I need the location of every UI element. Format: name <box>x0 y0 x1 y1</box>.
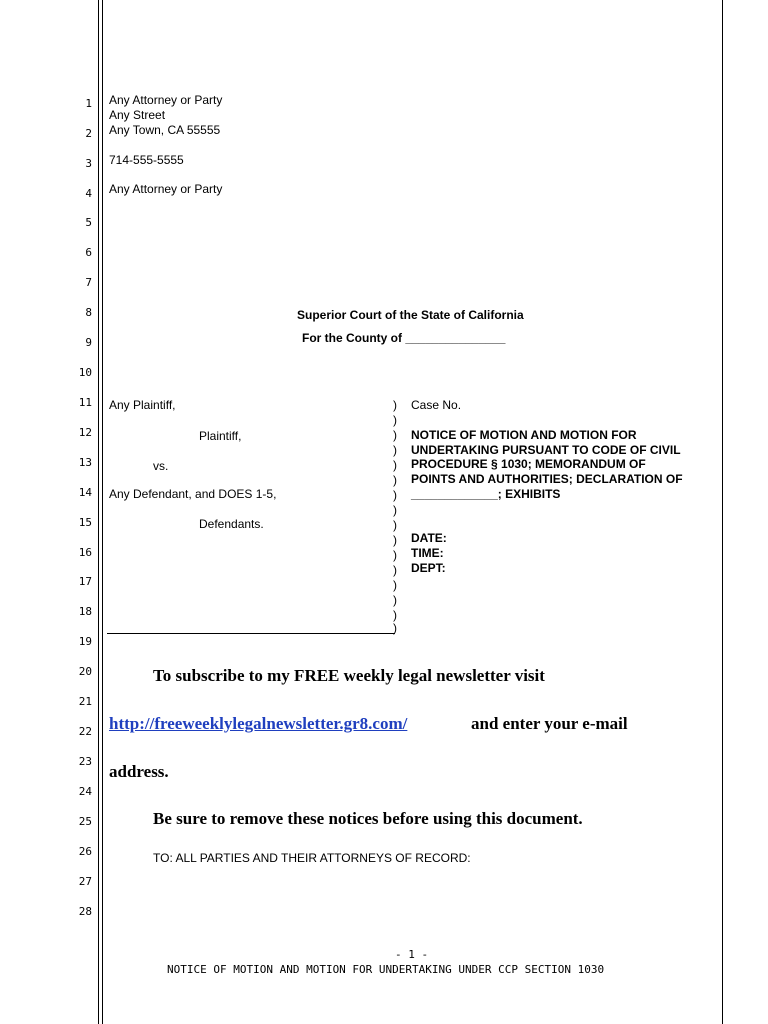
case-title-line: UNDERTAKING PURSUANT TO CODE OF CIVIL <box>411 443 681 457</box>
line-number: 28 <box>78 905 92 918</box>
attorney-for: Any Attorney or Party <box>109 182 223 196</box>
attorney-phone: 714-555-5555 <box>109 153 184 167</box>
attorney-name: Any Attorney or Party <box>109 93 223 107</box>
court-name: Superior Court of the State of California <box>297 308 524 322</box>
caption-paren: ) <box>393 473 397 487</box>
case-number-label: Case No. <box>411 398 462 412</box>
newsletter-link[interactable]: http://freeweeklylegalnewsletter.gr8.com/ <box>109 714 408 733</box>
line-number: 3 <box>85 157 92 170</box>
line-number: 19 <box>78 635 92 648</box>
footer-title: NOTICE OF MOTION AND MOTION FOR UNDERTAKING UNDER CCP SECTION 1030 <box>167 963 605 976</box>
hearing-date-label: DATE: <box>411 531 447 545</box>
hearing-dept-label: DEPT: <box>411 561 446 575</box>
caption-paren: ) <box>393 548 397 562</box>
line-number: 11 <box>78 396 92 409</box>
caption-paren: ) <box>393 503 397 517</box>
line-number: 24 <box>78 785 92 798</box>
line-number: 18 <box>78 605 92 618</box>
attorney-street: Any Street <box>109 108 166 122</box>
caption-paren: ) <box>393 578 397 592</box>
line-number: 9 <box>85 336 92 349</box>
caption-paren: ) <box>393 608 397 622</box>
line-number: 25 <box>78 815 92 828</box>
caption-paren: ) <box>393 518 397 532</box>
remove-notice: Be sure to remove these notices before using this document. <box>153 809 583 828</box>
line-number: 10 <box>78 366 92 379</box>
subscribe-text: To subscribe to my FREE weekly legal newsletter visit <box>153 666 545 685</box>
line-number: 14 <box>78 486 92 499</box>
caption-paren: ) <box>393 428 397 442</box>
line-number: 16 <box>78 546 92 559</box>
defendants-label: Defendants. <box>199 517 264 531</box>
hearing-time-label: TIME: <box>411 546 444 560</box>
left-margin-rule-outer <box>98 0 99 1024</box>
caption-paren: ) <box>393 533 397 547</box>
line-number: 4 <box>85 187 92 200</box>
line-number: 2 <box>85 127 92 140</box>
case-title-line: PROCEDURE § 1030; MEMORANDUM OF <box>411 457 646 471</box>
line-number: 20 <box>78 665 92 678</box>
line-number: 8 <box>85 306 92 319</box>
caption-paren: ) <box>393 458 397 472</box>
caption-paren: ) <box>393 413 397 427</box>
case-title-line: _____________; EXHIBITS <box>411 487 561 501</box>
line-number: 12 <box>78 426 92 439</box>
caption-paren: ) <box>393 563 397 577</box>
line-number: 21 <box>78 695 92 708</box>
line-number: 27 <box>78 875 92 888</box>
line-number: 15 <box>78 516 92 529</box>
caption-paren: ) <box>393 621 397 635</box>
case-title-line: POINTS AND AUTHORITIES; DECLARATION OF <box>411 472 683 486</box>
subscribe-continued: and enter your e-mail <box>471 714 628 733</box>
line-number: 26 <box>78 845 92 858</box>
versus: vs. <box>153 459 169 473</box>
caption-paren: ) <box>393 488 397 502</box>
attorney-city: Any Town, CA 55555 <box>109 123 221 137</box>
right-margin-rule <box>722 0 723 1024</box>
line-number: 22 <box>78 725 92 738</box>
plaintiff-label: Plaintiff, <box>199 429 242 443</box>
caption-paren: ) <box>393 443 397 457</box>
case-title-line: NOTICE OF MOTION AND MOTION FOR <box>411 428 637 442</box>
defendant-name: Any Defendant, and DOES 1-5, <box>109 487 277 501</box>
caption-bottom-line <box>107 633 395 634</box>
page-number: - 1 - <box>395 948 429 961</box>
left-margin-rule-inner <box>102 0 103 1024</box>
line-number: 17 <box>78 575 92 588</box>
line-number: 6 <box>85 246 92 259</box>
line-number: 1 <box>85 97 92 110</box>
line-number: 5 <box>85 216 92 229</box>
subscribe-address: address. <box>109 762 169 781</box>
line-number: 7 <box>85 276 92 289</box>
caption-paren: ) <box>393 398 397 412</box>
to-parties: TO: ALL PARTIES AND THEIR ATTORNEYS OF RECORD: <box>153 851 471 865</box>
caption-paren: ) <box>393 593 397 607</box>
line-number: 13 <box>78 456 92 469</box>
line-number: 23 <box>78 755 92 768</box>
court-county: For the County of _______________ <box>302 331 506 345</box>
plaintiff-name: Any Plaintiff, <box>109 398 176 412</box>
